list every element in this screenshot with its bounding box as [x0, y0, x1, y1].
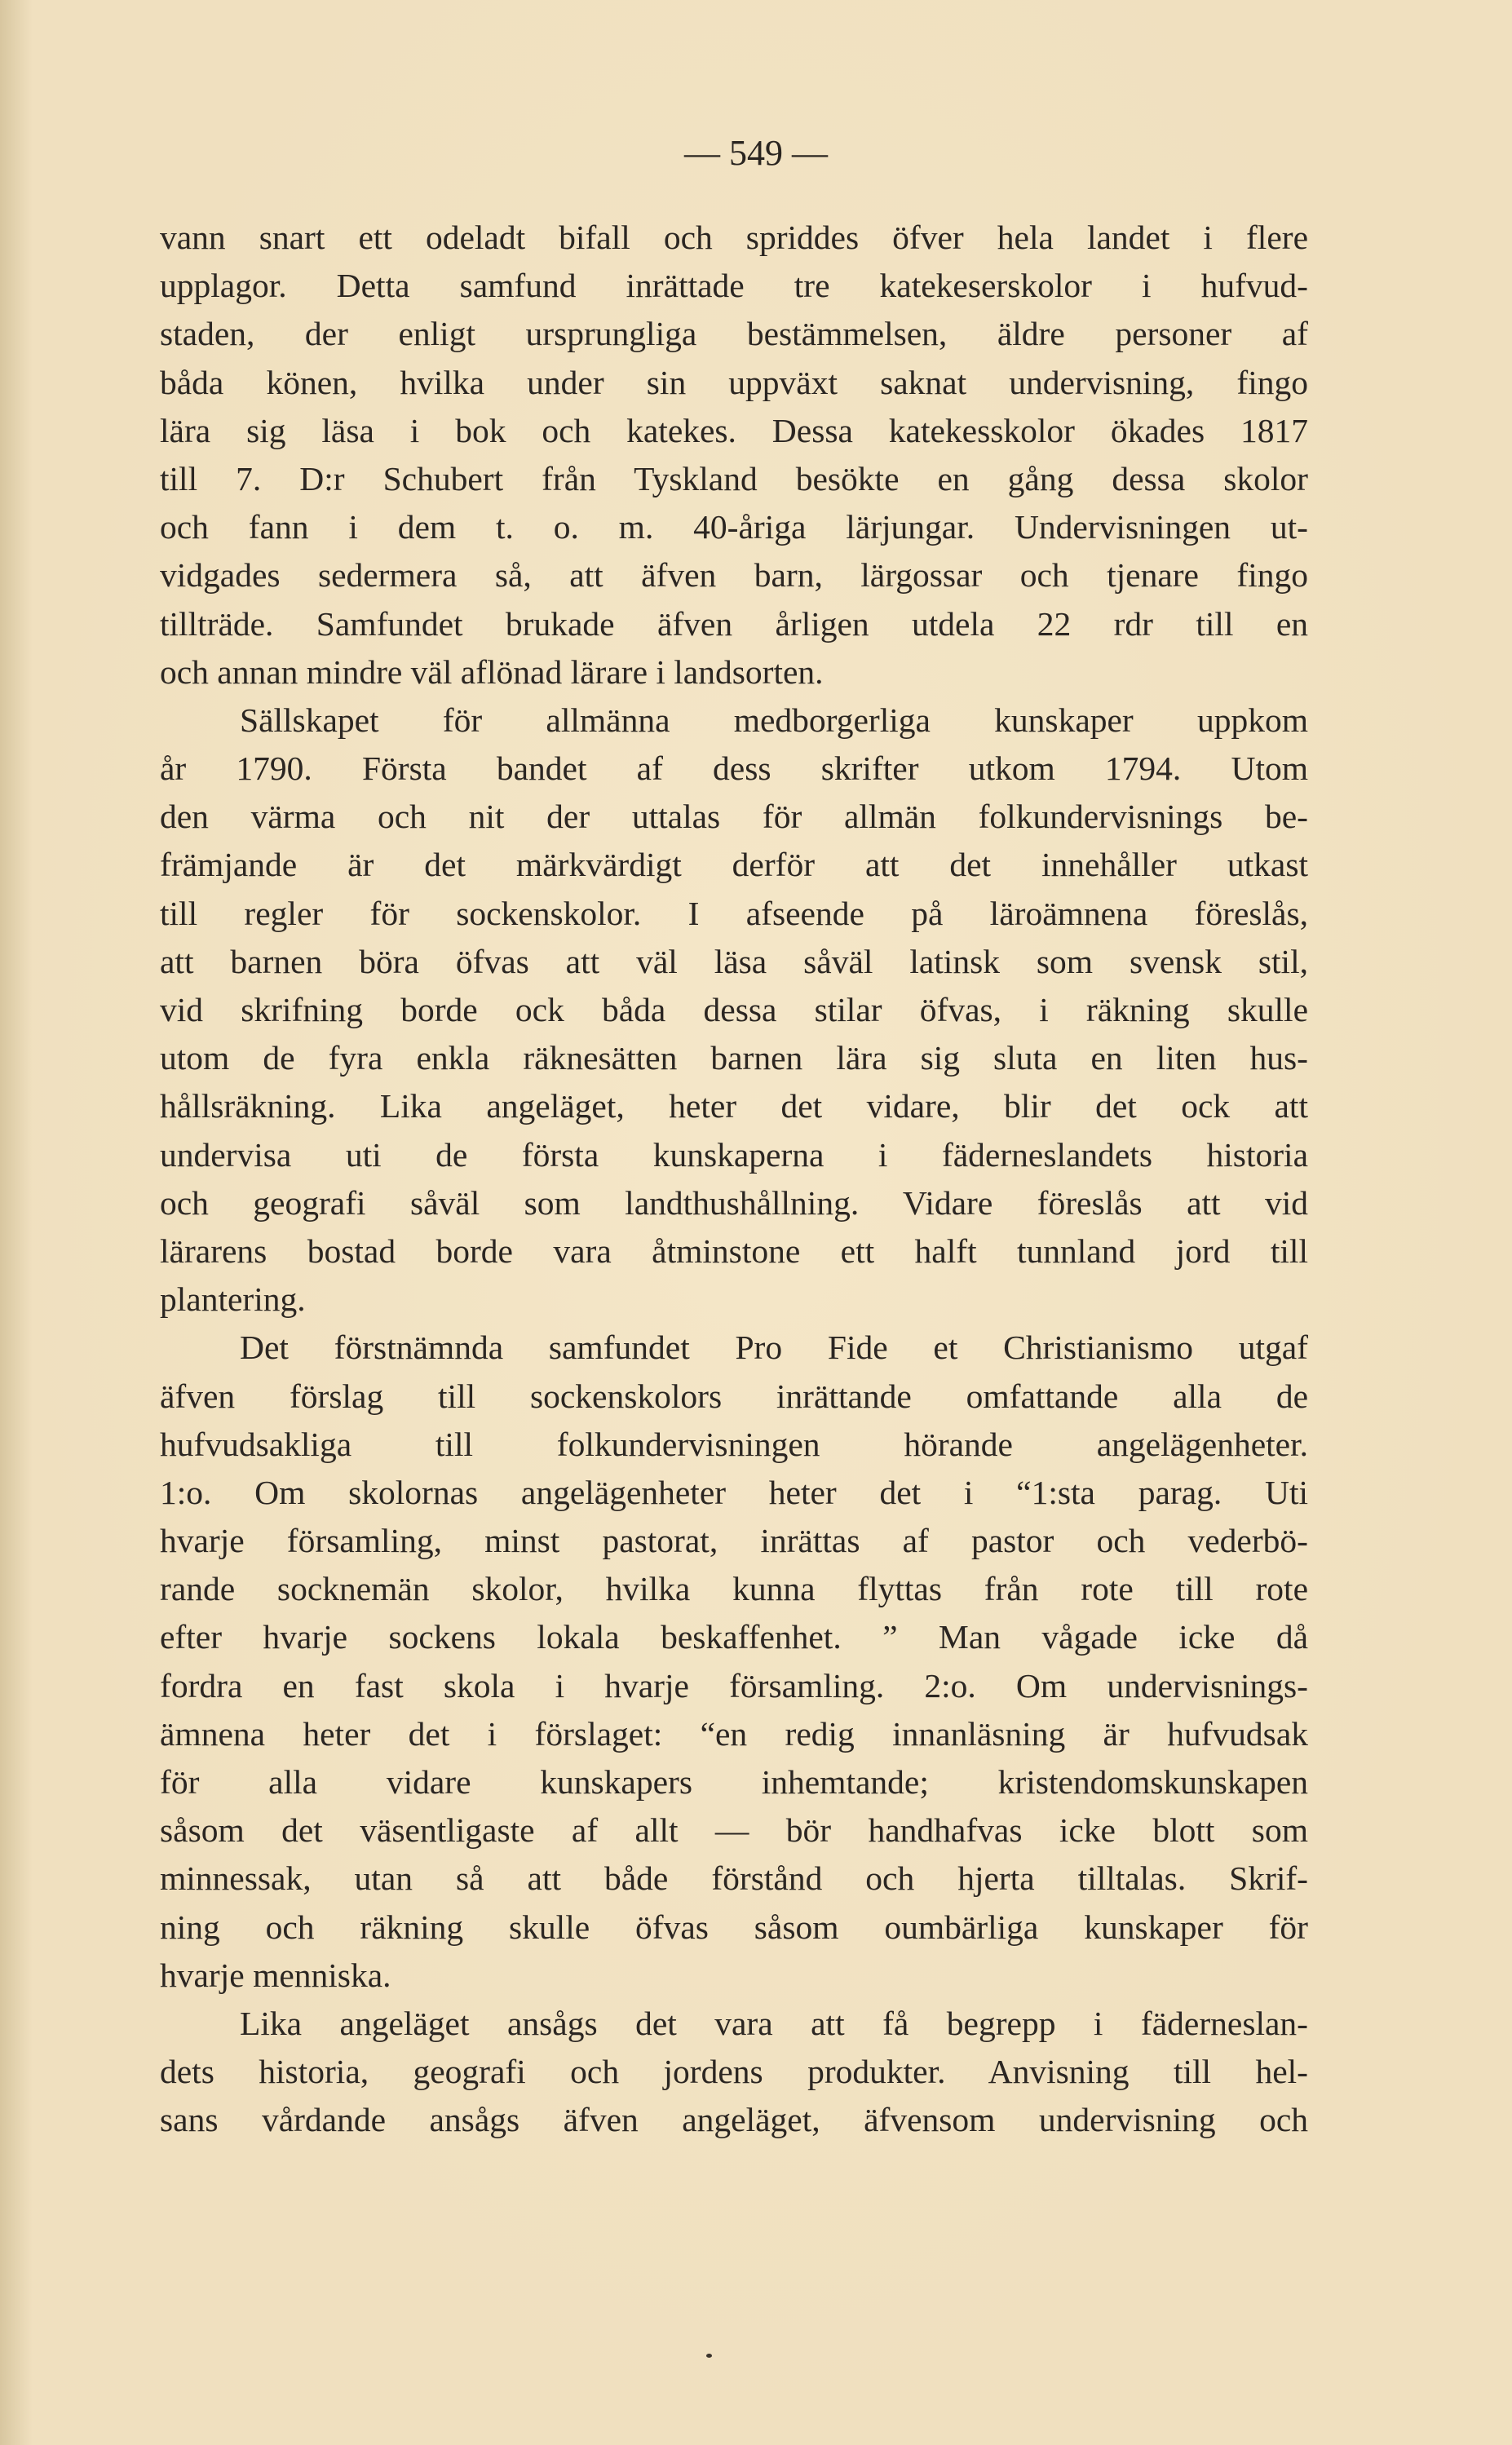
- text-line: såsom det väsentligaste af allt — bör handhafvas icke blott som: [160, 1811, 1308, 1850]
- text-line: hållsräkning. Lika angeläget, heter det vidare, blir det ock att: [160, 1087, 1308, 1125]
- text-line: främjande är det märkvärdigt derför att det innehåller utkast: [160, 846, 1308, 884]
- text-line: vidgades sedermera så, att äfven barn, lärgossar och tjenare fingo: [160, 556, 1308, 595]
- text-line: Sällskapet för allmänna medborgerliga kunskaper uppkom: [240, 701, 1308, 739]
- text-line: 1:o. Om skolornas angelägenheter heter det i “1:sta parag. Uti: [160, 1473, 1308, 1511]
- text-line: äfven förslag till sockenskolors inrättande omfattande alla de: [160, 1377, 1308, 1415]
- text-line: och annan mindre väl aflönad lärare i landsorten.: [160, 652, 824, 691]
- text-line: den värma och nit der uttalas för allmän folkundervisnings be-: [160, 798, 1308, 836]
- text-line: Lika angeläget ansågs det vara att få begrepp i fäderneslan-: [240, 2004, 1308, 2042]
- page-number: — 549 —: [684, 133, 828, 173]
- text-line: rande socknemän skolor, hvilka kunna flyttas från rote till rote: [160, 1570, 1308, 1608]
- text-line: till regler för sockenskolor. I afseende på läroämnena föreslås,: [160, 894, 1308, 932]
- text-line: och fann i dem t. o. m. 40-åriga lärjungar. Undervisningen ut-: [160, 508, 1308, 546]
- text-line: vid skrifning borde ock båda dessa stilar öfvas, i räkning skulle: [160, 991, 1308, 1028]
- text-line: lära sig läsa i bok och katekes. Dessa katekesskolor ökades 1817: [160, 411, 1308, 449]
- text-line: staden, der enligt ursprungliga bestämmelsen, äldre personer af: [160, 315, 1308, 353]
- text-line: hvarje församling, minst pastorat, inrättas af pastor och vederbö-: [160, 1522, 1308, 1560]
- body-text: [160, 214, 1308, 2145]
- text-line: plantering.: [160, 1280, 306, 1319]
- text-line: dets historia, geografi och jordens produkter. Anvisning till hel-: [160, 2053, 1308, 2091]
- text-line: lärarens bostad borde vara åtminstone ett halft tunnland jord till: [160, 1231, 1308, 1270]
- text-line: att barnen böra öfvas att väl läsa såväl latinsk som svensk stil,: [160, 942, 1308, 980]
- text-line: vann snart ett odeladt bifall och spriddes öfver hela landet i flere: [160, 219, 1308, 256]
- text-line: efter hvarje sockens lokala beskaffenhet. ” Man vågade icke då: [160, 1618, 1308, 1656]
- ink-speck: [706, 2354, 712, 2358]
- text-line: sans vårdande ansågs äfven angeläget, äfvensom undervisning och: [160, 2101, 1308, 2139]
- text-line: tillträde. Samfundet brukade äfven årligen utdela 22 rdr till en: [160, 604, 1308, 643]
- text-line: hufvudsakliga till folkundervisningen hörande angelägenheter.: [160, 1425, 1308, 1463]
- text-line: för alla vidare kunskapers inhemtande; kristendomskunskapen: [160, 1763, 1308, 1801]
- text-line: Det förstnämnda samfundet Pro Fide et Christianismo utgaf: [240, 1329, 1308, 1367]
- text-line: hvarje menniska.: [160, 1956, 391, 1994]
- text-line: och geografi såväl som landthushållning. Vidare föreslås att vid: [160, 1183, 1308, 1222]
- text-line: år 1790. Första bandet af dess skrifter utkom 1794. Utom: [160, 749, 1308, 788]
- text-line: undervisa uti de första kunskaperna i fäderneslandets historia: [160, 1135, 1308, 1174]
- text-line: båda könen, hvilka under sin uppväxt saknat undervisning, fingo: [160, 363, 1308, 401]
- text-line: utom de fyra enkla räknesätten barnen lära sig sluta en liten hus-: [160, 1039, 1308, 1077]
- text-line: minnessak, utan så att både förstånd och hjerta tilltalas. Skrif-: [160, 1859, 1308, 1898]
- text-line: ning och räkning skulle öfvas såsom oumbärliga kunskaper för: [160, 1908, 1308, 1946]
- text-line: upplagor. Detta samfund inrättade tre katekeserskolor i hufvud-: [160, 267, 1308, 305]
- text-line: fordra en fast skola i hvarje församling. 2:o. Om undervisnings-: [160, 1666, 1308, 1704]
- text-line: ämnena heter det i förslaget: “en redig innanläsning är hufvudsak: [160, 1714, 1308, 1753]
- text-line: till 7. D:r Schubert från Tyskland besökte en gång dessa skolor: [160, 459, 1308, 497]
